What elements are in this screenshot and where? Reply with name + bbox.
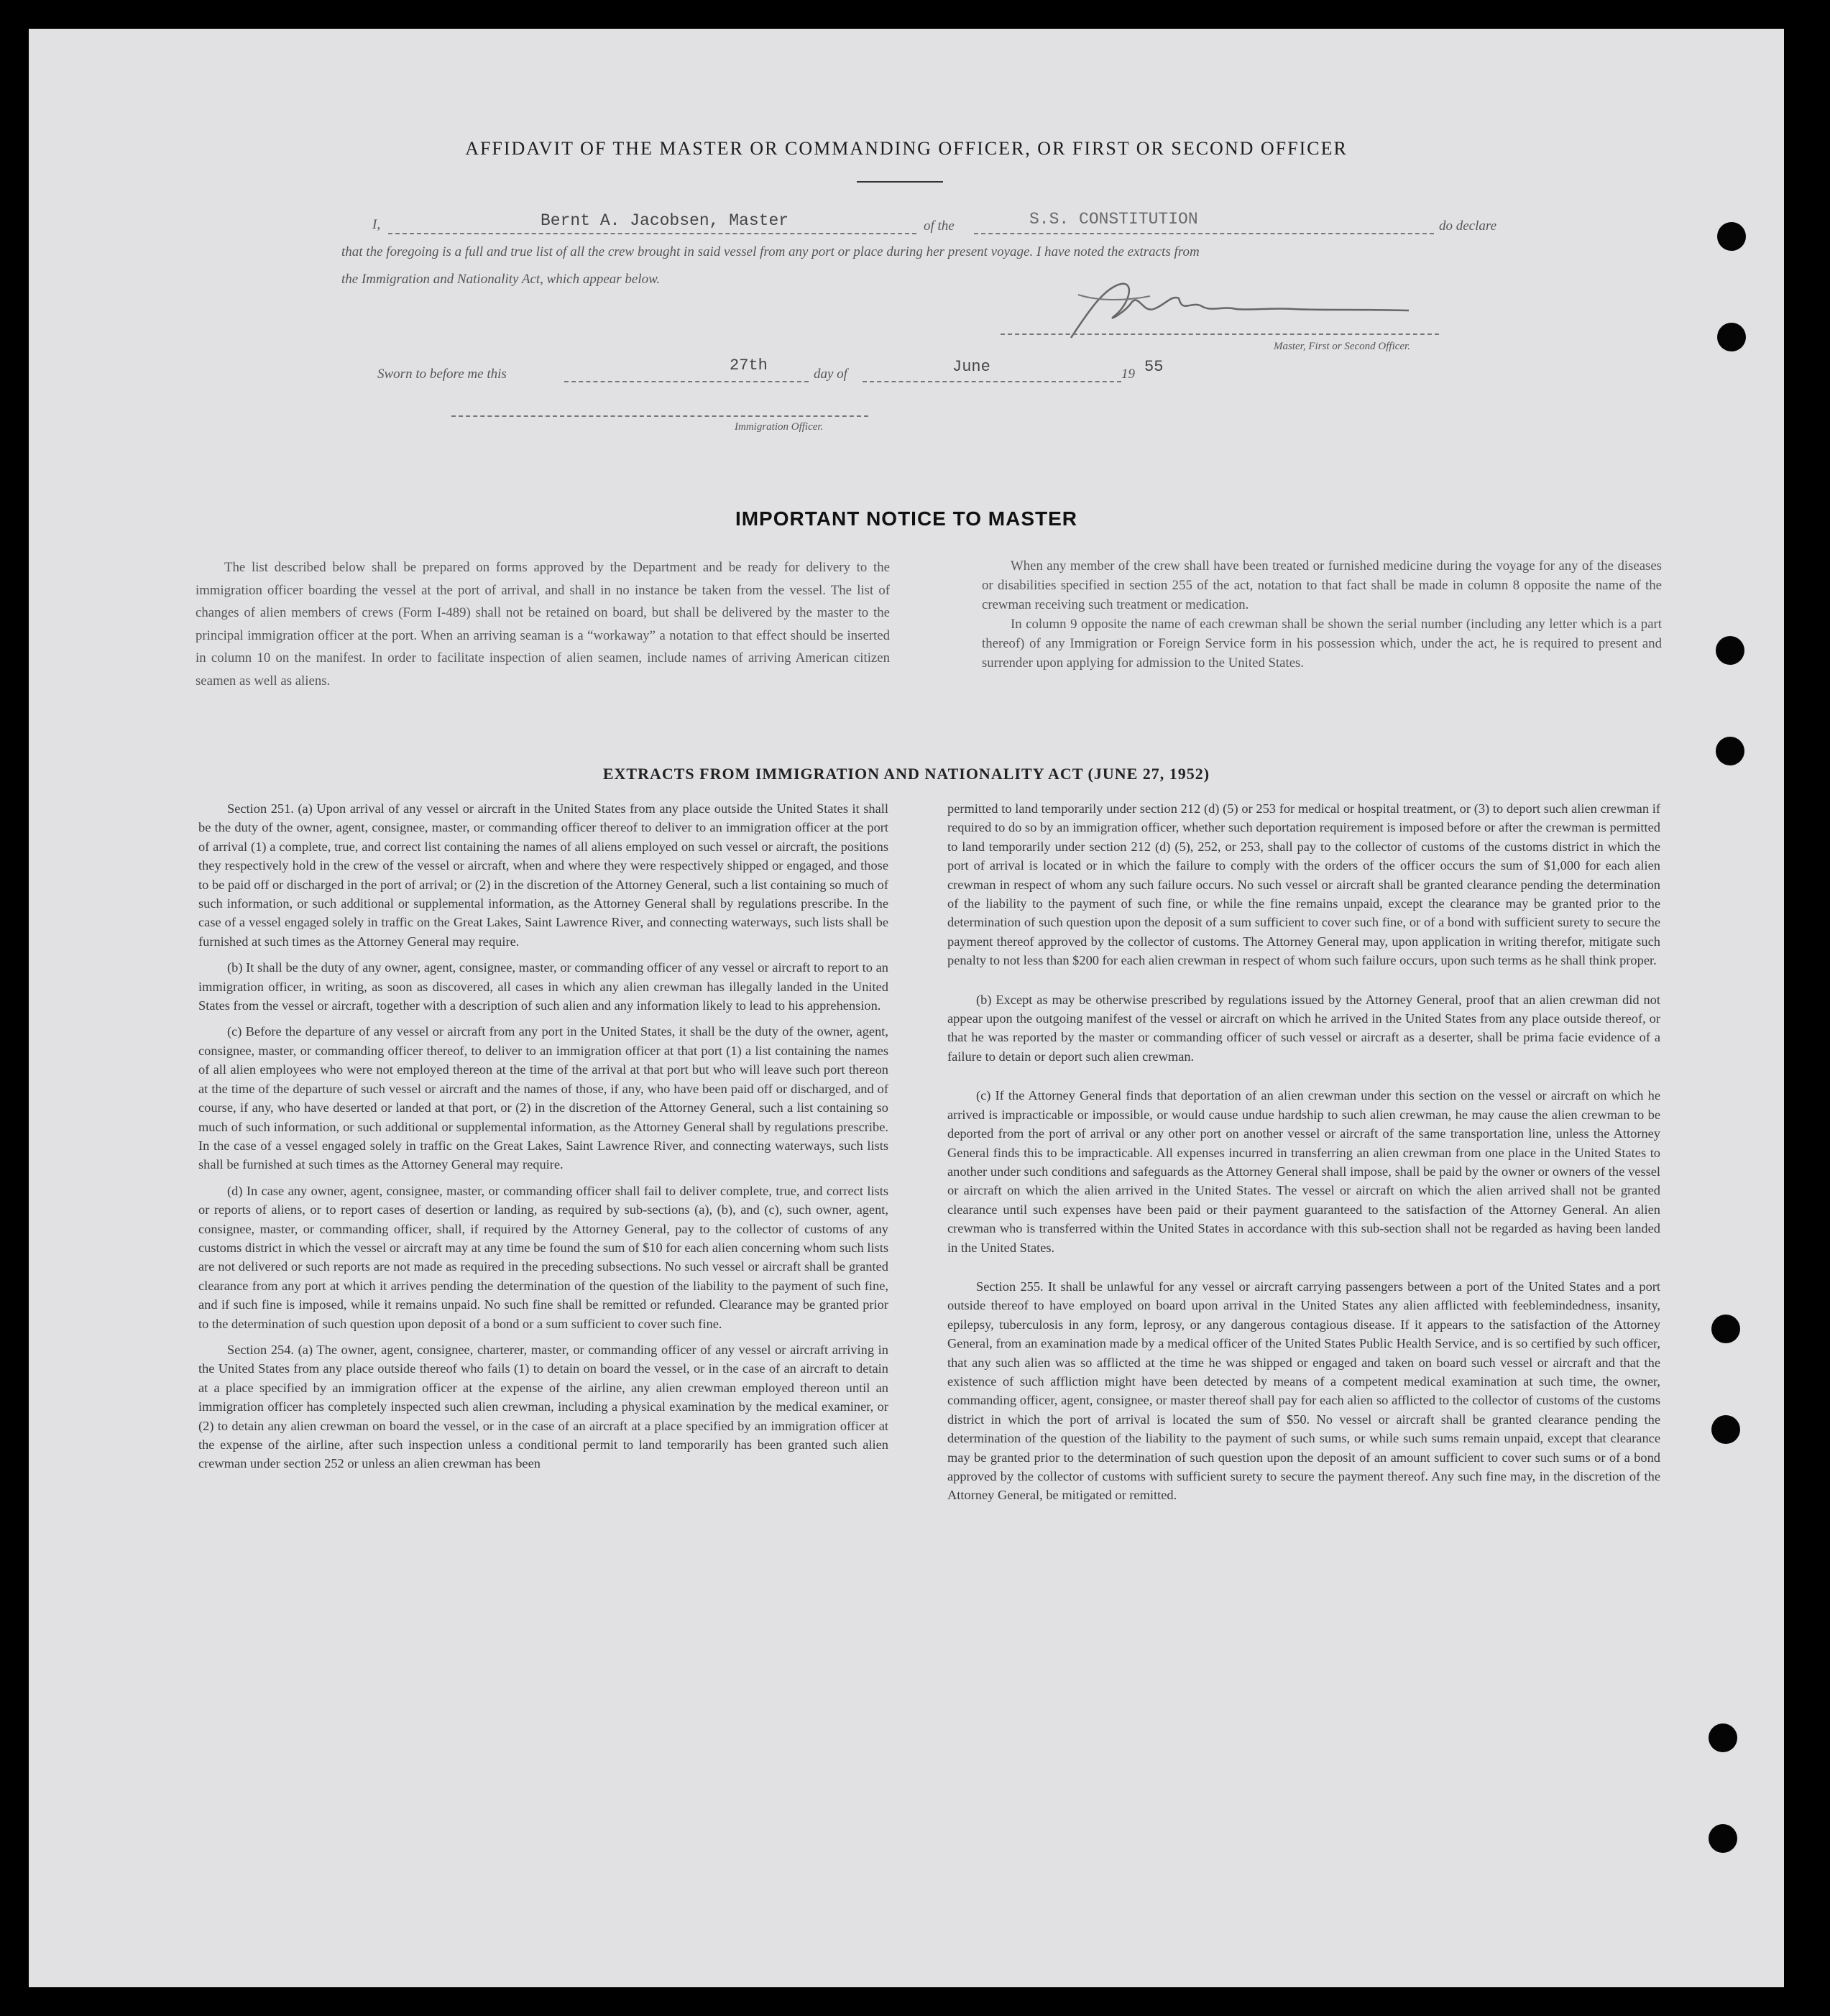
sworn-day-line [564, 381, 809, 382]
extracts-heading: EXTRACTS FROM IMMIGRATION AND NATIONALITY ACT (JUNE 27, 1952) [602, 765, 1210, 783]
notice-left-column [196, 556, 890, 692]
punch-hole [1709, 1824, 1737, 1853]
of-the-label: of the [924, 218, 955, 234]
section-251-d: (d) In case any owner, agent, consignee, master, or commanding officer shall fail to deliver complete, true, and correct lists or reports of aliens, or to report cases of desertion or landing, as required by sub-sections (a), (b), and (c), such owner, agent, consignee, master, or commanding officer, shall, if required by the Attorney General, pay to the collector of customs of any customs district in which the vessel or aircraft may at any time be found the sum of $10 for each alien concerning whom such lists are not delivered or such reports are not made as required in the preceding subsections. No such vessel or aircraft shall be granted clearance from any port at which it arrives pending the determination of the question of the liability to the payment of such fine, and if such fine is imposed, while it remains unpaid. No such fine shall be remitted or refunded. Clearance may be granted prior to the determination of such question upon deposit of a bond or a sum sufficient to cover such fine. [198, 1183, 888, 1331]
notice-right-column [982, 556, 1662, 673]
notice-right-paragraph-2: In column 9 opposite the name of each crewman shall be shown the serial number (including any letter which is a part thereof) of any Immigration or Foreign Service form in his possession which, under the act, he is required to present and surrender upon applying for admission to the United States. [982, 617, 1662, 671]
immigration-officer-line [451, 415, 868, 417]
punch-hole [1716, 636, 1744, 665]
affidavit-statement-line2: the Immigration and Nationality Act, which appear below. [341, 272, 661, 287]
extracts-left-column [198, 799, 888, 1473]
section-254-b: (b) Except as may be otherwise prescribed by regulations issued by the Attorney General, proof that an alien crewman did not appear upon the outgoing manifest of the vessel or aircraft on which he arrived in the United States from any place outside thereof, or that he was reported by the master or commanding officer of such vessel or aircraft as a deserter, shall be prima facie evidence of a failure to detain or deport such alien crewman. [947, 992, 1660, 1064]
do-declare-label: do declare [1439, 218, 1497, 234]
section-251-c: (c) Before the departure of any vessel or aircraft from any port in the United States, it shall be the duty of the owner, agent, consignee, master, or commanding officer thereof, to deliver to an immigration officer at that port (1) a list containing the names of all alien employees who were not employed thereon at the time of the arrival at that port but who will leave such port thereon at the time of the departure of such vessel or aircraft and the names of those, if any, who have been paid off or discharged, and of course, if any, who have deserted or landed at that port, or (2) in the discretion of the Attorney General, such a list containing so much of such information, or such additional or supplemental information, as the Attorney General shall by regulations prescribe. In the case of a vessel engaged solely in traffic on the Great Lakes, Saint Lawrence River, and connecting waterways, such lists shall be furnished at such times as the Attorney General may require. [198, 1024, 888, 1172]
punch-hole [1717, 222, 1746, 251]
section-255: Section 255. It shall be unlawful for any vessel or aircraft carrying passengers between a port of the United States and a port outside thereof to have employed on board upon arrival in the United States any alien afflicted with feeblemindedness, insanity, epilepsy, tuberculosis in any form, leprosy, or any dangerous contagious disease. If it appears to the satisfaction of the Attorney General, from an examination made by a medical officer of the United States Public Health Service, and is so certified by such officer, that any such alien was so afflicted at the time he was shipped or engaged and taken on board such vessel or aircraft and that the existence of such affliction might have been detected by means of a competent medical examination at such time, the owner, commanding officer, agent, consignee, or master thereof shall pay for each alien so afflicted to the collector of customs of the customs district in which the port of arrival is located the sum of $50. No vessel or aircraft shall be granted clearance pending the determination of the question of the liability to the payment of such sums, or while such sums remain unpaid, except that clearance may be granted prior to the determination of such question upon the deposit of an amount sufficient to cover such sums or of a bond approved by the collector of customs with sufficient surety to secure the payment thereof. Any such fine may, in the discretion of the Attorney General, be mitigated or remitted. [947, 1279, 1660, 1503]
punch-hole [1717, 323, 1746, 351]
year-prefix: 19 [1121, 367, 1135, 382]
notice-left-paragraph: The list described below shall be prepared on forms approved by the Department and be ready for delivery to the immigration officer boarding the vessel at the port of arrival, and shall in no instance be taken from the vessel. The list of changes of alien members of crews (Form I-489) shall not be retained on board, but shall be delivered by the master to the principal immigration officer at the port. When an arriving seaman is a “workaway” a notation to that effect should be inserted in column 10 on the manifest. In order to facilitate inspection of alien seamen, include names of arriving American citizen seamen as well as aliens. [196, 560, 890, 689]
name-line [388, 233, 916, 234]
section-251-a: Section 251. (a) Upon arrival of any vessel or aircraft in the United States from any place outside the United States it shall be the duty of the owner, agent, consignee, master, or commanding officer thereof to deliver to an immigration officer at the port of arrival (1) a complete, true, and correct list containing the names of all aliens employed on such vessel or aircraft, the positions they respectively hold in the crew of the vessel or aircraft, when and where they were respectively shipped or engaged, and those to be paid off or discharged in the port of arrival; or (2) in the discretion of the Attorney General, such a list containing so much of such information, or such additional or supplemental information, as the Attorney General shall by regulations prescribe. In the case of a vessel engaged solely in traffic on the Great Lakes, Saint Lawrence River, and connecting waterways, such lists shall be furnished at such times as the Attorney General may require. [198, 801, 888, 949]
section-254-a: Section 254. (a) The owner, agent, consignee, charterer, master, or commanding officer of any vessel or aircraft arriving in the United States from any place outside thereof who fails (1) to detain on board the vessel, or in the case of an aircraft to detain at a place specified by an immigration officer at the expense of the airline, any alien crewman employed thereon until an immigration officer has completely inspected such alien crewman, including a physical examination by the medical examiner, or (2) to detain any alien crewman on board the vessel, or in the case of an aircraft at a place specified by an immigration officer at the expense of the airline, after such inspection unless a conditional permit to land temporarily has been granted such alien crewman under section 252 or unless an alien crewman has been [198, 1342, 888, 1471]
document-page [29, 29, 1784, 1987]
notice-heading: IMPORTANT NOTICE TO MASTER [735, 507, 1078, 530]
extracts-right-column [947, 799, 1660, 1505]
signature-label: Master, First or Second Officer. [1274, 341, 1410, 352]
signature-line [1001, 333, 1439, 335]
immigration-officer-label: Immigration Officer. [735, 421, 824, 433]
affidavit-title: AFFIDAVIT OF THE MASTER OR COMMANDING OFFICER, OR FIRST OR SECOND OFFICER [465, 138, 1348, 159]
title-divider [857, 181, 943, 183]
sworn-day: 27th [730, 356, 768, 374]
affidavit-statement-line1: that the foregoing is a full and true list of all the crew brought in said vessel from any port or place during her present voyage. I have noted the extracts from [341, 244, 1200, 259]
notice-right-paragraph-1: When any member of the crew shall have been treated or furnished medicine during the voyage for any of the diseases or disabilities specified in section 255 of the act, notation to that fact shall be made in column 8 opposite the name of the crewman receiving such treatment or medication. [982, 558, 1662, 612]
punch-hole [1711, 1315, 1740, 1343]
day-of-label: day of [814, 367, 847, 382]
sworn-prefix: Sworn to before me this [377, 367, 507, 382]
master-name: Bernt A. Jacobsen, Master [541, 211, 789, 230]
punch-hole [1716, 737, 1744, 765]
sworn-month: June [952, 358, 990, 376]
section-254-a-continued: permitted to land temporarily under section 212 (d) (5) or 253 for medical or hospital treatment, or (3) to deport such alien crewman if required to do so by an immigration officer, whether such deportation requirement is imposed before or after the crewman is permitted to land temporarily under section 212 (d) (5), 252, or 253, shall pay to the collector of customs of the customs district in which the port of arrival is located or in which the failure to comply with the orders of the officer occurs the sum of $1,000 for each alien crewman in respect of whom any such failure occurs. No such vessel or aircraft shall be granted clearance pending the determination of the liability to the payment of such fine, or while the fine remains unpaid, except the clearance may be granted prior to the determination of such question upon the deposit of a sum sufficient to cover such fine, or of a bond with sufficient surety to secure the payment thereof approved by the collector of customs. The Attorney General may, upon application in writing therefor, mitigate such penalty to not less than $200 for each alien crewman in respect of whom such failure occurs, upon such terms as he shall think proper. [947, 801, 1660, 968]
declarant-prefix: I, [372, 217, 381, 232]
sworn-month-line [863, 381, 1121, 382]
section-254-c: (c) If the Attorney General finds that deportation of an alien crewman under this section on the vessel or aircraft on which he arrived is impracticable or impossible, or would cause undue hardship to such alien crewman, he may cause the alien crewman to be deported from the port of arrival or any other port on another vessel or aircraft of the same transportation line, unless the Attorney General finds this to be impracticable. All expenses incurred in transferring an alien crewman from one place in the United States to another under such conditions and safeguards as the Attorney General shall impose, shall be paid by the owner or owners of the vessel or aircraft on which the alien arrived in the United States. The vessel or aircraft on which the alien arrived shall not be granted clearance until such expenses have been paid or their payment guaranteed to the satisfaction of the Attorney General. An alien crewman who is transferred within the United States in accordance with this sub-section shall not be regarded as having been landed in the United States. [947, 1088, 1660, 1255]
vessel-line [974, 233, 1434, 234]
punch-hole [1711, 1415, 1740, 1444]
vessel-name: S.S. CONSTITUTION [1029, 210, 1198, 229]
sworn-year: 55 [1144, 358, 1164, 376]
section-251-b: (b) It shall be the duty of any owner, agent, consignee, master, or commanding officer of any vessel or aircraft to report to an immigration officer, in writing, as soon as discovered, all cases in which any alien crewman has illegally landed in the United States from the vessel or aircraft, together with a description of such alien and any information likely to lead to his apprehension. [198, 960, 888, 1013]
punch-hole [1709, 1723, 1737, 1752]
